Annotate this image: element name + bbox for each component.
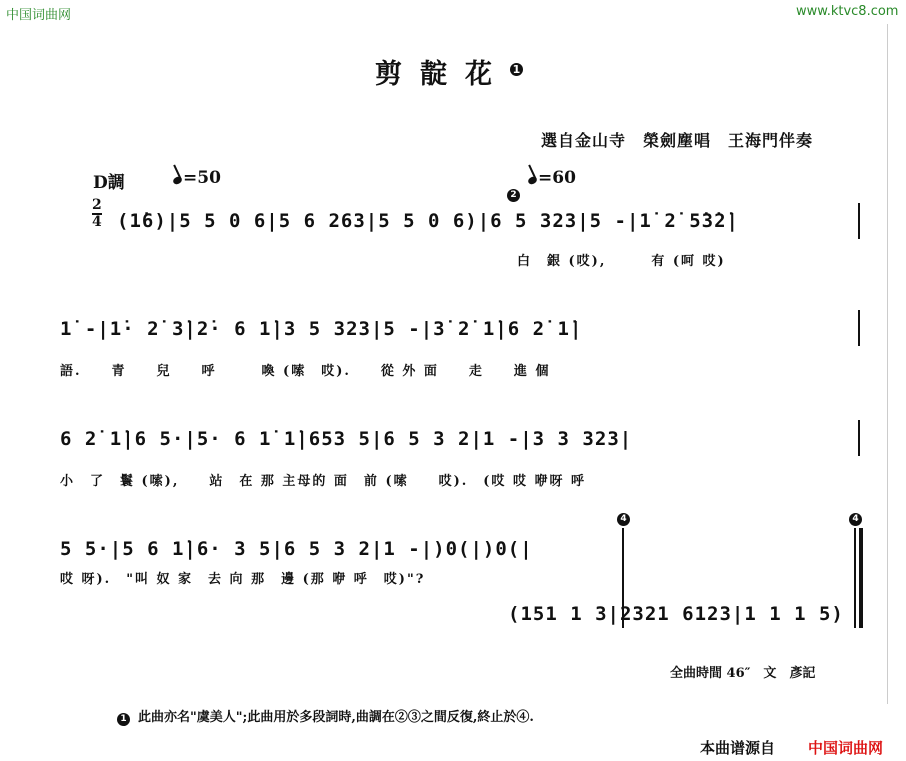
- section-marker-icon: 4: [849, 513, 862, 526]
- final-barline-thick: [859, 528, 863, 628]
- barline: [858, 310, 860, 346]
- page-edge-line: [887, 24, 888, 704]
- tempo-marking-2: 2=60: [507, 168, 576, 188]
- watermark-left: 中国词曲网: [6, 8, 72, 23]
- quarter-note-icon: [527, 175, 538, 185]
- footnote-text: 此曲亦名"虞美人";此曲用於多段詞時,曲調在②③之間反復,終止於④.: [138, 710, 534, 725]
- footnote-marker-icon: 1: [117, 713, 130, 726]
- time-signature: [92, 198, 102, 230]
- footnote-marker-icon: 1: [510, 63, 523, 76]
- lyrics-row-3: 小 了 鬟 (嗦), 站 在 那 主母的 面 前 (嗦 哎). (哎 哎 咿呀 呼: [60, 474, 587, 489]
- song-source: 選自金山寺 榮劍塵唱 王海門伴奏: [541, 131, 814, 150]
- credit-source-label: 本曲谱源自: [700, 739, 776, 757]
- final-barline: [854, 528, 856, 628]
- time-signature-top: 2: [92, 197, 102, 213]
- barline: [858, 420, 860, 456]
- lyrics-row-4: 哎 呀). "叫 奴 家 去 向 那 邊 (那 咿 呼 哎)"?: [60, 572, 426, 587]
- credit-source-link[interactable]: 中国词曲网: [808, 739, 884, 757]
- key-signature: D調: [93, 173, 125, 193]
- lyrics-row-2: 語. 青 兒 呼 喚 (嗦 哎). 從 外 面 走 進 個: [60, 364, 551, 379]
- time-signature-bottom: 4: [92, 214, 102, 230]
- lyrics-row-1: 白 銀 (哎), 有 (呵 哎): [517, 254, 726, 269]
- barline: [858, 203, 860, 239]
- tempo-marking-1: =50: [173, 168, 221, 188]
- watermark-right: www.ktvc8.com: [796, 4, 899, 19]
- quarter-note-icon: [172, 175, 183, 185]
- footnote: [117, 706, 534, 726]
- song-title: 剪靛花 $^1$: [375, 52, 523, 91]
- section-marker-icon: 4: [617, 513, 630, 526]
- total-duration: 全曲時間 46″ 文 彥記: [670, 666, 816, 681]
- score-row-5-accompaniment: (151 1 3|2321 6123|1 1 1 5): [508, 603, 844, 625]
- score-row-2: 1̇ -|1̇· 2̇ 3̇|2̇· 6 1̇|3 5 323|5 -|3̇ 2̇ 1̇|6 2̇ 1̇|: [60, 318, 583, 340]
- score-row-4: 5 5·|5 6 1̇|6· 3 5|6 5 3 2|1 -|)0(|)0(|: [60, 538, 533, 560]
- score-row-3: 6 2̇ 1̇|6 5·|5· 6 1̇ 1̇|653 5|6 5 3 2|1 -|3 3 323|: [60, 428, 633, 450]
- score-row-1: (1̇6)|5 5 0 6|5 6 263|5 5 0 6)|6 5 323|5 -|1̇ 2̇ 5̇3̇2̇|: [117, 210, 739, 232]
- section-marker-icon: 2: [507, 189, 520, 202]
